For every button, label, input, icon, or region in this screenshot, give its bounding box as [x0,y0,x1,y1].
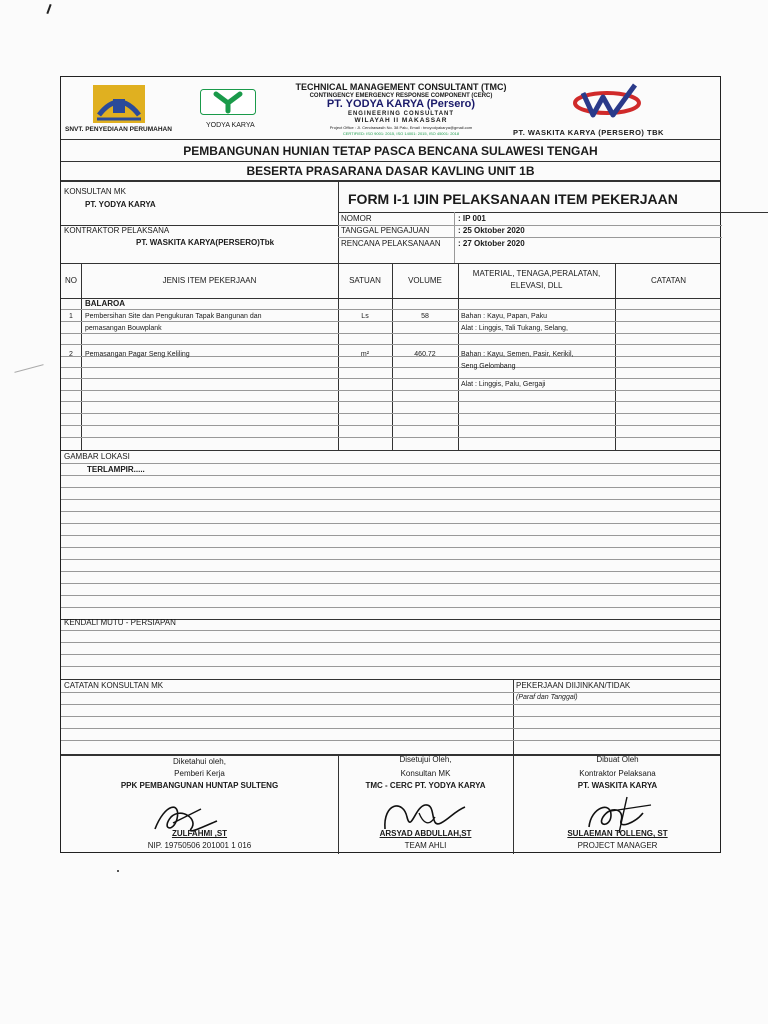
nomor-label: NOMOR [341,214,372,223]
paraf-label: (Paraf dan Tanggal) [516,694,578,701]
sig1-role: NIP. 19750506 201001 1 016 [147,841,252,850]
th-material-1: MATERIAL, TENAGA,PERALATAN, [472,269,601,278]
sig2-name: ARSYAD ABDULLAH,ST [379,829,472,838]
tmc-title: TECHNICAL MANAGEMENT CONSULTANT (TMC) [295,82,507,92]
row2-material-1: Bahan : Kayu, Semen, Pasir, Kerikil, [461,351,574,358]
left-org-label: SNVT. PENYEDIAAN PERUMAHAN [65,126,172,133]
row2-jenis-1: Pemasangan Pagar Seng Keliling [85,351,190,358]
row2-material-2: Seng Gelombang [461,363,516,370]
scan-dot [117,870,119,872]
row1-material-2: Alat : Linggis, Tali Tukang, Selang, [461,325,568,332]
tanggal-label: TANGGAL PENGAJUAN [341,226,430,235]
row2-no: 2 [69,351,73,358]
th-material-2: ELEVASI, DLL [510,281,563,290]
catatan-label: CATATAN KONSULTAN MK [64,681,164,690]
konsultan-value: PT. YODYA KARYA [85,200,156,209]
region-label: WILAYAH II MAKASSAR [354,117,448,124]
sig2-line2: Konsultan MK [400,769,451,778]
project-office: Project Office : Jl. Cendrawasih No. 38 Palu, Email : tmcyodyakarya@gmail.com [329,125,473,130]
row2-volume: 460.72 [414,351,436,358]
nomor-value: : IP 001 [458,214,486,223]
th-satuan: SATUAN [349,276,381,285]
sig2-org: TMC - CERC PT. YODYA KARYA [365,781,486,790]
th-catatan: CATATAN [651,276,686,285]
kontraktor-label: KONTRAKTOR PELAKSANA [64,226,170,235]
row1-jenis-2: pemasangan Bouwplank [85,325,162,332]
rencana-label: RENCANA PELAKSANAAN [341,239,441,248]
row1-jenis-1: Pembersihan Site dan Pengukuran Tapak Bangunan dan [85,313,262,320]
tmc-subtitle: CONTINGENCY EMERGENCY RESPONSE COMPONENT (CERC) [309,93,493,99]
sig2-role: TEAM AHLI [404,841,447,850]
row1-no: 1 [69,313,73,320]
project-title-line2: BESERTA PRASARANA DASAR KAVLING UNIT 1B [246,164,535,178]
company-name: PT. YODYA KARYA (Persero) [326,98,476,110]
gambar-label: GAMBAR LOKASI [64,452,130,461]
sig3-line1: Dibuat Oleh [596,755,639,764]
yodya-logo-label: YODYA KARYA [206,122,255,129]
row1-volume: 58 [421,313,429,320]
kendali-label: KENDALI MUTU - PERSIAPAN [64,618,176,627]
konsultan-label: KONSULTAN MK [64,187,126,196]
yodya-logo-icon [200,89,256,115]
row2-satuan: m² [360,351,370,358]
sig1-name: ZULFAHMI ,ST [171,829,228,838]
pen-mark [46,4,51,14]
th-no: NO [65,276,77,285]
right-org-label: PT. WASKITA KARYA (PERSERO) TBK [513,128,664,137]
sig1-org: PPK PEMBANGUNAN HUNTAP SULTENG [120,781,279,790]
sig3-line2: Kontraktor Pelaksana [579,769,656,778]
form-document [60,76,721,853]
sig1-line1: Diketahui oleh, [173,757,226,766]
project-title-line1: PEMBANGUNAN HUNIAN TETAP PASCA BENCANA SULAWESI TENGAH [183,144,598,158]
sig3-org: PT. WASKITA KARYA [577,781,658,790]
pupr-logo-icon [93,85,145,123]
eng-consultant: ENGINEERING CONSULTANT [347,111,455,117]
waskita-logo-icon [569,81,645,121]
sig3-name: SULAEMAN TOLLENG, ST [567,829,668,838]
sig1-line2: Pemberi Kerja [174,769,225,778]
th-jenis: JENIS ITEM PEKERJAAN [162,276,257,285]
gambar-value: TERLAMPIR..... [87,465,145,474]
row1-satuan: Ls [361,313,369,320]
sig3-role: PROJECT MANAGER [577,841,658,850]
form-title: FORM I-1 IJIN PELAKSANAAN ITEM PEKERJAAN [348,191,678,207]
scan-mark [14,364,43,373]
certified-label: CERTIFIED: ISO 9001: 2015, ISO 14001: 2015, ISO 45001: 2018 [342,131,460,136]
row1-material-1: Bahan : Kayu, Papan, Paku [461,313,548,320]
th-volume: VOLUME [408,276,442,285]
sig2-line1: Disetujui Oleh, [399,755,452,764]
rencana-value: : 27 Oktober 2020 [458,239,525,248]
row2-material-3: Alat : Linggis, Palu, Gergaji [461,381,546,388]
pekerjaan-label: PEKERJAAN DIIJINKAN/TIDAK [516,681,631,690]
section-label: BALAROA [85,299,125,308]
kontraktor-value: PT. WASKITA KARYA(PERSERO)Tbk [136,238,275,247]
tanggal-value: : 25 Oktober 2020 [458,226,525,235]
